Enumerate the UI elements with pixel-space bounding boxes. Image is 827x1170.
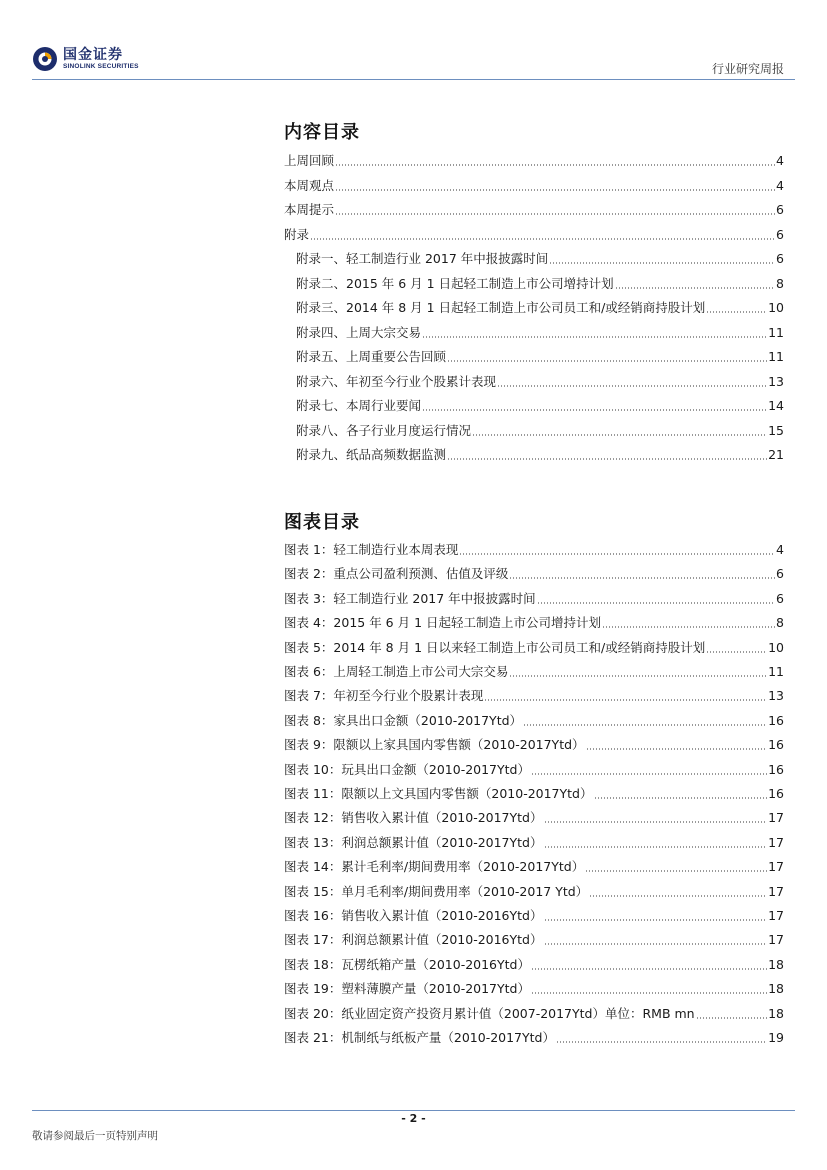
toc-entry[interactable]: [284, 907, 784, 925]
dot-leader: [586, 748, 768, 750]
dot-leader: [706, 311, 767, 313]
dot-leader: [509, 675, 767, 677]
toc-entry-page: 16: [768, 761, 784, 777]
dot-leader: [335, 189, 775, 191]
toc-entry[interactable]: [284, 1029, 784, 1047]
toc-entry[interactable]: [284, 931, 784, 949]
toc-entry-label: 附录六、年初至今行业个股累计表现: [296, 373, 497, 389]
toc-entry[interactable]: [284, 614, 784, 632]
toc-entry-page: 10: [768, 300, 784, 315]
toc-entry-page: 14: [768, 398, 784, 413]
toc-entry[interactable]: [284, 785, 784, 803]
toc-entry[interactable]: [284, 152, 784, 170]
toc-entry-page: 6: [776, 226, 784, 242]
toc-entry-label: 附录三、2014 年 8 月 1 日起轻工制造上市公司员工和/或经销商持股计划: [296, 300, 706, 315]
toc-entry-page: 21: [768, 447, 784, 462]
toc-entry-page: 18: [768, 981, 784, 997]
toc-entry[interactable]: [284, 639, 784, 657]
toc-entry-label: 本周观点: [284, 177, 335, 193]
dot-leader: [537, 602, 775, 604]
toc-entry[interactable]: [284, 736, 784, 754]
toc-entry-label: 本周提示: [284, 202, 335, 217]
toc-entry-page: 18: [768, 1005, 784, 1021]
toc-entry-page: 13: [768, 373, 784, 389]
toc-entry[interactable]: [284, 712, 784, 730]
dot-leader: [497, 385, 767, 387]
figures-title: 图表目录: [284, 512, 360, 533]
toc-entry[interactable]: [284, 177, 784, 195]
dot-leader: [594, 797, 768, 799]
dot-leader: [544, 919, 768, 921]
toc-entry[interactable]: [284, 275, 784, 293]
dot-leader: [544, 943, 768, 945]
toc-entry-page: 6: [776, 590, 784, 606]
toc-entry[interactable]: [284, 1005, 784, 1023]
toc-entry[interactable]: [284, 250, 784, 268]
logo-chinese-name: 国金证券: [63, 46, 123, 63]
toc-entry-label: 附录: [284, 226, 310, 242]
dot-leader: [310, 238, 775, 240]
header-divider: [32, 79, 795, 80]
toc-entry-label: 附录八、各子行业月度运行情况: [296, 422, 472, 438]
toc-entry[interactable]: [284, 422, 784, 440]
toc-entry[interactable]: [284, 348, 784, 366]
toc-entry-page: 6: [776, 202, 784, 217]
toc-entry-label: 图表 18：瓦楞纸箱产量（2010-2016Ytd）: [284, 956, 530, 972]
dot-leader: [531, 992, 767, 994]
toc-entry-page: 11: [768, 349, 784, 364]
dot-leader: [602, 626, 775, 628]
toc-entry-page: 11: [768, 324, 784, 340]
dot-leader: [615, 287, 775, 289]
toc-entry-label: 附录一、轻工制造行业 2017 年中报披露时间: [296, 251, 549, 266]
dot-leader: [447, 360, 767, 362]
toc-entry-label: 图表 9：限额以上家具国内零售额（2010-2017Ytd）: [284, 737, 585, 753]
dot-leader: [422, 336, 767, 338]
toc-entry-page: 17: [768, 834, 784, 850]
dot-leader: [544, 846, 768, 848]
toc-entry-label: 图表 15：单月毛利率/期间费用率（2010-2017 Ytd）: [284, 883, 589, 899]
toc-entry-label: 附录四、上周大宗交易: [296, 324, 422, 340]
dot-leader: [531, 968, 767, 970]
contents-title: 内容目录: [284, 122, 360, 143]
page-number: - 2 -: [401, 1112, 426, 1125]
sinolink-logo-icon: [32, 46, 58, 72]
toc-entry-page: 17: [768, 932, 784, 948]
dot-leader: [335, 213, 775, 215]
disclaimer-note: 敬请参阅最后一页特别声明: [32, 1130, 158, 1142]
toc-entry-label: 图表 14：累计毛利率/期间费用率（2010-2017Ytd）: [284, 859, 585, 875]
dot-leader: [706, 651, 767, 653]
toc-entry[interactable]: [284, 834, 784, 852]
toc-entry[interactable]: [284, 956, 784, 974]
toc-entry-label: 图表 4：2015 年 6 月 1 日起轻工制造上市公司增持计划: [284, 615, 602, 631]
dot-leader: [544, 821, 768, 823]
toc-entry-page: 16: [768, 712, 784, 728]
toc-entry-label: 上周回顾: [284, 153, 335, 168]
toc-entry-label: 图表 1：轻工制造行业本周表现: [284, 542, 459, 557]
toc-entry-label: 附录五、上周重要公告回顾: [296, 349, 447, 364]
toc-entry[interactable]: [284, 980, 784, 998]
toc-entry-page: 8: [776, 615, 784, 631]
toc-entry-page: 17: [768, 908, 784, 923]
dot-leader: [589, 895, 767, 897]
toc-entry-label: 图表 6：上周轻工制造上市公司大宗交易: [284, 664, 509, 679]
toc-entry-label: 图表 7：年初至今行业个股累计表现: [284, 688, 484, 704]
toc-entry[interactable]: [284, 446, 784, 464]
dot-leader: [549, 262, 775, 264]
toc-entry-label: 图表 17：利润总额累计值（2010-2016Ytd）: [284, 932, 543, 948]
dot-leader: [459, 553, 775, 555]
footer-divider: [32, 1110, 795, 1111]
toc-entry-page: 16: [768, 786, 784, 801]
toc-entry-page: 17: [768, 810, 784, 826]
dot-leader: [484, 699, 767, 701]
toc-entry-label: 图表 8：家具出口金额（2010-2017Ytd）: [284, 712, 523, 728]
toc-entry-label: 图表 12：销售收入累计值（2010-2017Ytd）: [284, 810, 543, 826]
dot-leader: [523, 724, 767, 726]
toc-entry-page: 17: [768, 859, 784, 875]
dot-leader: [472, 434, 767, 436]
toc-entry-page: 15: [768, 422, 784, 438]
toc-entry[interactable]: [284, 299, 784, 317]
toc-entry-label: 图表 13：利润总额累计值（2010-2017Ytd）: [284, 834, 543, 850]
toc-entry-page: 19: [768, 1030, 784, 1045]
toc-entry-page: 13: [768, 688, 784, 704]
toc-entry-label: 图表 16：销售收入累计值（2010-2016Ytd）: [284, 908, 543, 923]
toc-entry-page: 17: [768, 883, 784, 899]
toc-entry[interactable]: [284, 590, 784, 608]
toc-entry-label: 图表 19：塑料薄膜产量（2010-2017Ytd）: [284, 981, 530, 997]
toc-entry[interactable]: [284, 761, 784, 779]
toc-entry-page: 4: [776, 153, 784, 168]
toc-entry-page: 4: [776, 542, 784, 557]
toc-entry[interactable]: [284, 663, 784, 681]
toc-entry-label: 图表 5：2014 年 8 月 1 日以来轻工制造上市公司员工和/或经销商持股计划: [284, 639, 706, 655]
toc-entry[interactable]: [284, 858, 784, 876]
toc-entry[interactable]: [284, 565, 784, 583]
toc-entry-page: 8: [776, 275, 784, 291]
dot-leader: [422, 409, 767, 411]
dot-leader: [509, 577, 775, 579]
toc-entry-page: 18: [768, 956, 784, 972]
toc-entry-page: 16: [768, 737, 784, 753]
toc-entry[interactable]: [284, 883, 784, 901]
dot-leader: [335, 164, 775, 166]
toc-entry[interactable]: [284, 201, 784, 219]
toc-entry-label: 附录七、本周行业要闻: [296, 398, 422, 413]
toc-entry-page: 6: [776, 566, 784, 582]
toc-entry-label: 图表 11：限额以上文具国内零售额（2010-2017Ytd）: [284, 786, 593, 801]
dot-leader: [585, 870, 767, 872]
dot-leader: [556, 1041, 767, 1043]
toc-entry[interactable]: [284, 541, 784, 559]
toc-entry-page: 6: [776, 251, 784, 266]
dot-leader: [447, 458, 767, 460]
toc-entry-label: 图表 10：玩具出口金额（2010-2017Ytd）: [284, 761, 530, 777]
toc-entry-page: 10: [768, 639, 784, 655]
toc-entry-label: 附录九、纸品高频数据监测: [296, 447, 447, 462]
toc-entry-label: 图表 21：机制纸与纸板产量（2010-2017Ytd）: [284, 1030, 555, 1045]
toc-entry[interactable]: [284, 226, 784, 244]
dot-leader: [696, 1017, 767, 1019]
toc-entry-label: 图表 3：轻工制造行业 2017 年中报披露时间: [284, 590, 536, 606]
toc-entry-label: 图表 2：重点公司盈利预测、估值及评级: [284, 566, 509, 582]
company-logo: [32, 46, 139, 72]
dot-leader: [531, 773, 767, 775]
toc-entry-page: 4: [776, 177, 784, 193]
toc-entry[interactable]: [284, 373, 784, 391]
page-header: [0, 0, 827, 80]
logo-english-name: SINOLINK SECURITIES: [63, 62, 139, 70]
toc-entry[interactable]: [284, 809, 784, 827]
toc-entry-page: 11: [768, 664, 784, 679]
report-type: 行业研究周报: [711, 62, 784, 76]
toc-entry[interactable]: [284, 687, 784, 705]
toc-entry-label: 图表 20：纸业固定资产投资月累计值（2007-2017Ytd）单位：RMB mn: [284, 1005, 695, 1021]
toc-entry[interactable]: [284, 397, 784, 415]
toc-entry-label: 附录二、2015 年 6 月 1 日起轻工制造上市公司增持计划: [296, 275, 614, 291]
toc-entry[interactable]: [284, 324, 784, 342]
